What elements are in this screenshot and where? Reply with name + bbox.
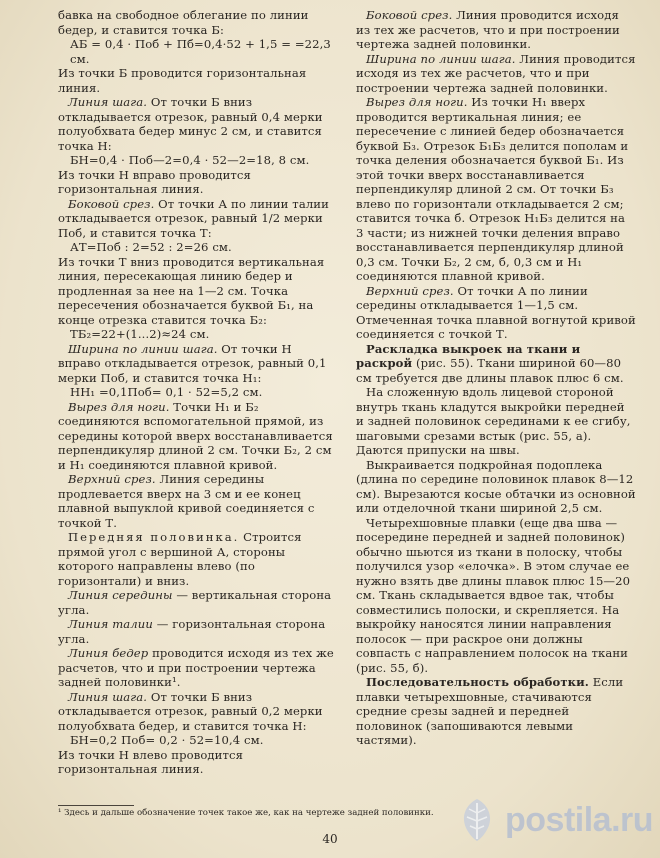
paragraph-text: БН=0,4 · Поб—2=0,4 · 52—2=18, 8 см. [70, 153, 310, 167]
footnote-divider [58, 805, 134, 806]
section-lead: Верхний срез. [68, 472, 156, 486]
paragraph [356, 458, 636, 516]
paragraph [58, 168, 336, 197]
paragraph [58, 8, 336, 37]
paragraph [58, 472, 336, 530]
paragraph-text: Из точки Н₁ вверх проводится вертикальная линия; ее пересечение с линией бедер обозначается буквой Б₃. Отрезок Б₁Б₃ делится пополам и точка деления обозначается буквой Б₁. Из этой точки вверх восстанавливается перпендикуляр длиной 2 см. От точки Б₃ влево по горизонтали откладывается 2 см; ставится точка б. Отрезок Н₁Б₃ делится на 3 части; из нижней точки деления вправо восстанавливается перпендикуляр длиной 0,3 см. Точки Б₂, 2 см, б, 0,3 см и Н₁ соединяются плавной кривой. [356, 95, 629, 283]
paragraph [356, 8, 636, 52]
paragraph-text: (рис. 55). Ткани шириной 60—80 см требуется две длины плавок плюс 6 см. [356, 356, 624, 385]
paragraph-text: Из точки Н вправо проводится горизонтальная линия. [58, 167, 251, 196]
paragraph [58, 95, 336, 153]
paragraph-text: Линия проводится исходя из тех же расчетов, что и при построении чертежа задней половинки. [356, 51, 636, 95]
paragraph [58, 400, 336, 473]
section-lead: Линия шага. [68, 689, 148, 704]
paragraph-text: Линия середины продлевается вверх на 3 см и ее конец плавной выпуклой кривой соединяется с точкой Т. [58, 472, 315, 530]
paragraph-text: — горизонтальная сторона угла. [58, 617, 326, 646]
paragraph [356, 342, 636, 386]
paragraph-text: Выкраивается подкройная подоплека (длина по середине половинок плавок 8—12 см). Вырезаются косые обтачки из основной или отделочной ткани шириной 2,5 см. [356, 457, 636, 515]
bold-heading: Раскладка выкроек на ткани и раскрой [356, 341, 581, 370]
paragraph-text: проводится исходя из тех же расчетов, что и при построении чертежа задней половинки¹. [58, 646, 334, 689]
section-lead: Боковой срез. [68, 196, 155, 211]
paragraph-text: НН₁ =0,1Поб= 0,1 · 52=5,2 см. [70, 385, 263, 399]
section-lead: Линия бедер [68, 646, 149, 660]
watermark-text: postila.ru [505, 800, 654, 839]
section-lead: Линия середины [68, 588, 173, 602]
paragraph-text: Из точки Б проводится горизонтальная линия. [58, 66, 307, 95]
section-lead: Верхний срез. [366, 283, 454, 298]
paragraph [58, 748, 336, 777]
paragraph-text: Если плавки четырехшовные, стачиваются средние срезы задней и передней половинок (запошиваются левыми частями). [356, 675, 624, 747]
paragraph [58, 690, 336, 734]
section-lead: Боковой срез. [366, 8, 453, 22]
section-lead: Вырез для ноги. [366, 95, 468, 109]
paragraph-text: От точки Н вправо откладывается отрезок, равный 0,1 мерки Поб, и ставится точка Н₁: [58, 341, 327, 385]
formula-line [58, 153, 336, 168]
paragraph [58, 646, 336, 690]
paragraph-text: БН=0,2 Поб= 0,2 · 52=10,4 см. [70, 733, 264, 747]
formula-line [58, 240, 336, 255]
section-lead: Линия шага. [68, 95, 148, 109]
page-number: 40 [322, 832, 338, 846]
paragraph-text: — вертикальная сторона угла. [58, 588, 332, 617]
paragraph-text: Строится прямой угол с вершиной А, стороны которого направлены влево (по горизонтали) и вниз. [58, 530, 302, 588]
formula-line [58, 385, 336, 400]
paragraph-text: На сложенную вдоль лицевой стороной внутрь ткань кладутся выкройки передней и задней половинок серединами к ее сгибу, шаговыми срезами встык (рис. 55, а). Даются припуски на швы. [356, 385, 631, 457]
paragraph [58, 530, 336, 588]
paragraph-text: Из точки Н влево проводится горизонтальная линия. [58, 747, 244, 776]
paragraph [58, 255, 336, 328]
paragraph [58, 197, 336, 241]
paragraph [58, 588, 336, 617]
paragraph-text: От точки Б вниз откладывается отрезок, равный 0,4 мерки полуобхвата бедер минус 2 см, и ставится точка Н: [58, 95, 323, 153]
paragraph [356, 675, 636, 748]
paragraph [58, 66, 336, 95]
footnote: ¹ Здесь и дальше обозначение точек такое же, как на чертеже задней половинки. [58, 808, 434, 818]
paragraph-text: Точки Н₁ и Б₂ соединяются вспомогательной прямой, из середины которой вверх восстанавливается перпендикуляр длиной 2 см. Точки Б₂, 2 см и Н₁ соединяются плавной кривой. [58, 399, 333, 472]
paragraph [356, 385, 636, 458]
paragraph-text: Линия проводится исходя из тех же расчетов, что и при построении чертежа задней половинки. [356, 8, 620, 51]
bold-heading: Последовательность обработки. [366, 675, 589, 689]
section-lead: Ширина по линии шага. [68, 341, 218, 356]
paragraph [356, 52, 636, 96]
paragraph [356, 284, 636, 342]
formula-line [58, 733, 336, 748]
paragraph [356, 95, 636, 284]
paragraph-text: ТБ₂=22+(1...2)≈24 см. [70, 327, 210, 341]
paragraph-text: Из точки Т вниз проводится вертикальная линия, пересекающая линию бедер и продленная за нее на 1—2 см. Точка пересечения обозначается буквой Б₁, на конце отрезка ставится точка Б₂: [58, 254, 325, 327]
paragraph-text: От точки Б вниз откладывается отрезок, равный 0,2 мерки полуобхвата бедер, и ставится точка Н: [58, 689, 323, 733]
paragraph-text: От точки А по линии середины откладывается 1—1,5 см. Отмеченная точка плавной вогнутой кривой соединяется с точкой Т. [356, 283, 636, 341]
paragraph-text: От точки А по линии талии откладывается отрезок, равный 1/2 мерки Поб, и ставится точка Т: [58, 196, 329, 240]
paragraph-text: АТ=Поб : 2=52 : 2=26 см. [70, 240, 232, 254]
paragraph [356, 516, 636, 676]
paragraph-text: АБ = 0,4 · Поб + Пб=0,4·52 + 1,5 = =22,3 см. [70, 37, 331, 66]
paragraph [58, 617, 336, 646]
section-lead: Вырез для ноги. [68, 399, 170, 414]
section-heading: Передняя половинка. [68, 530, 240, 544]
right-column [356, 8, 636, 748]
paragraph [58, 342, 336, 386]
paragraph-text: Четырехшовные плавки (еще два шва — посередине передней и задней половинок) обычно шьются из ткани в полоску, чтобы получился узор «елочка». В этом случае ее нужно взять две длины плавок плюс 15—20 см. Ткань складывается вдвое так, чтобы совместились полоски, и скрепляется. На выкройку наносятся линии направления полосок — при раскрое они должны совпасть с направлением полосок на ткани (рис. 55, б). [356, 515, 631, 675]
section-lead: Ширина по линии шага. [366, 51, 516, 66]
left-column [58, 8, 336, 777]
formula-line [58, 37, 336, 66]
section-lead: Линия талии [68, 617, 153, 631]
paragraph-text: бавка на свободное облегание по линии бедер, и ставится точка Б: [58, 8, 309, 37]
formula-line [58, 327, 336, 342]
